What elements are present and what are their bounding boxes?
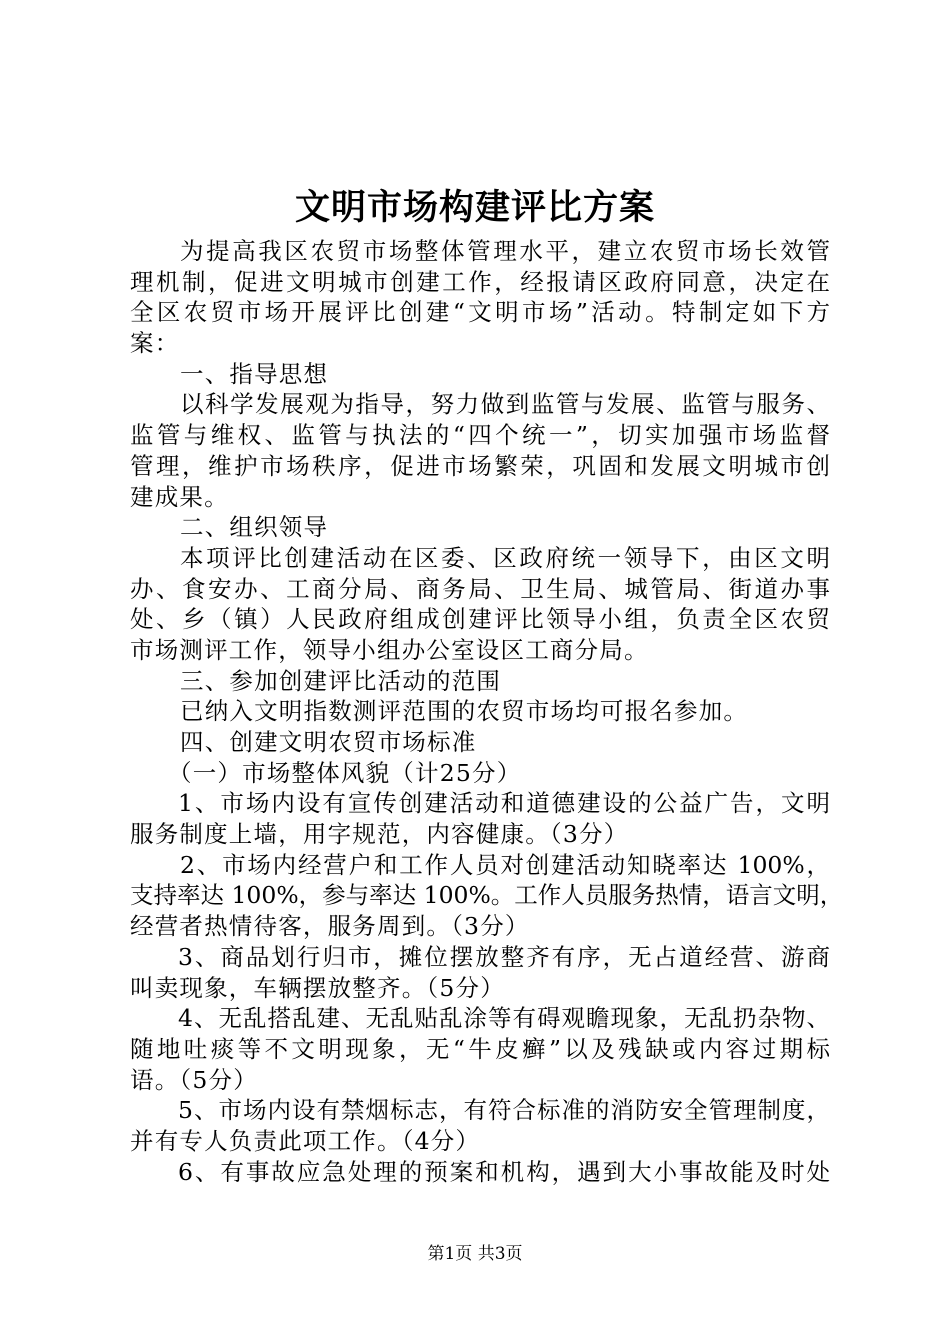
body-line: 市场测评工作，领导小组办公室设区工商分局。	[130, 635, 649, 664]
body-line: 6、有事故应急处理的预案和机构，遇到大小事故能及时处	[178, 1157, 830, 1186]
body-line: 1、市场内设有宣传创建活动和道德建设的公益广告，文明	[178, 789, 830, 818]
body-line: 语。（5分）	[130, 1065, 258, 1094]
body-line: 5、市场内设有禁烟标志，有符合标准的消防安全管理制度，	[178, 1096, 830, 1125]
body-line: 三、参加创建评比活动的范围	[180, 666, 502, 695]
body-line: 已纳入文明指数测评范围的农贸市场均可报名参加。	[180, 697, 749, 726]
body-line: 办、食安办、工商分局、商务局、卫生局、城管局、街道办事	[130, 574, 830, 603]
body-line: 支持率达 100%，参与率达 100%。工作人员服务热情，语言文明，	[130, 881, 844, 910]
body-line: 管理，维护市场秩序，促进市场繁荣，巩固和发展文明城市创	[130, 451, 830, 480]
document-title: 文明市场构建评比方案	[294, 188, 655, 228]
body-line: 建成果。	[130, 482, 229, 511]
body-line: 2、市场内经营户和工作人员对创建活动知晓率达 100%，	[180, 850, 830, 879]
body-line: 以科学发展观为指导，努力做到监管与发展、监管与服务、	[180, 390, 830, 419]
body-line: 处、乡（镇）人民政府组成创建评比领导小组，负责全区农贸	[130, 605, 830, 634]
body-line: 4、无乱搭乱建、无乱贴乱涂等有碍观瞻现象，无乱扔杂物、	[178, 1004, 830, 1033]
document-body	[130, 236, 844, 1187]
body-line: 监管与维权、监管与执法的“四个统一”，切实加强市场监督	[130, 421, 830, 450]
body-line: 理机制，促进文明城市创建工作，经报请区政府同意，决定在	[130, 267, 830, 296]
page-footer: 第1页 共3页	[427, 1244, 523, 1264]
body-line: 并有专人负责此项工作。（4分）	[130, 1126, 481, 1155]
body-line: 四、创建文明农贸市场标准	[180, 728, 477, 756]
body-line: 3、商品划行归市，摊位摆放整齐有序，无占道经营、游商	[178, 942, 830, 971]
body-line: 本项评比创建活动在区委、区政府统一领导下，由区文明	[180, 543, 830, 572]
body-line: （一）市场整体风貌（计25分）	[168, 758, 522, 787]
body-line: 服务制度上墙，用字规范，内容健康。（3分）	[130, 820, 629, 849]
body-line: 经营者热情待客，服务周到。（3分）	[130, 912, 530, 941]
body-line: 为提高我区农贸市场整体管理水平，建立农贸市场长效管	[180, 237, 830, 265]
body-line: 随地吐痰等不文明现象，无“牛皮癣”以及残缺或内容过期标	[130, 1034, 830, 1063]
body-line: 案：	[130, 329, 180, 358]
body-line: 叫卖现象，车辆摆放整齐。（5分）	[130, 973, 505, 1002]
body-line: 全区农贸市场开展评比创建“文明市场”活动。特制定如下方	[130, 298, 830, 327]
body-line: 一、指导思想	[180, 359, 329, 388]
body-line: 二、组织领导	[180, 513, 329, 542]
